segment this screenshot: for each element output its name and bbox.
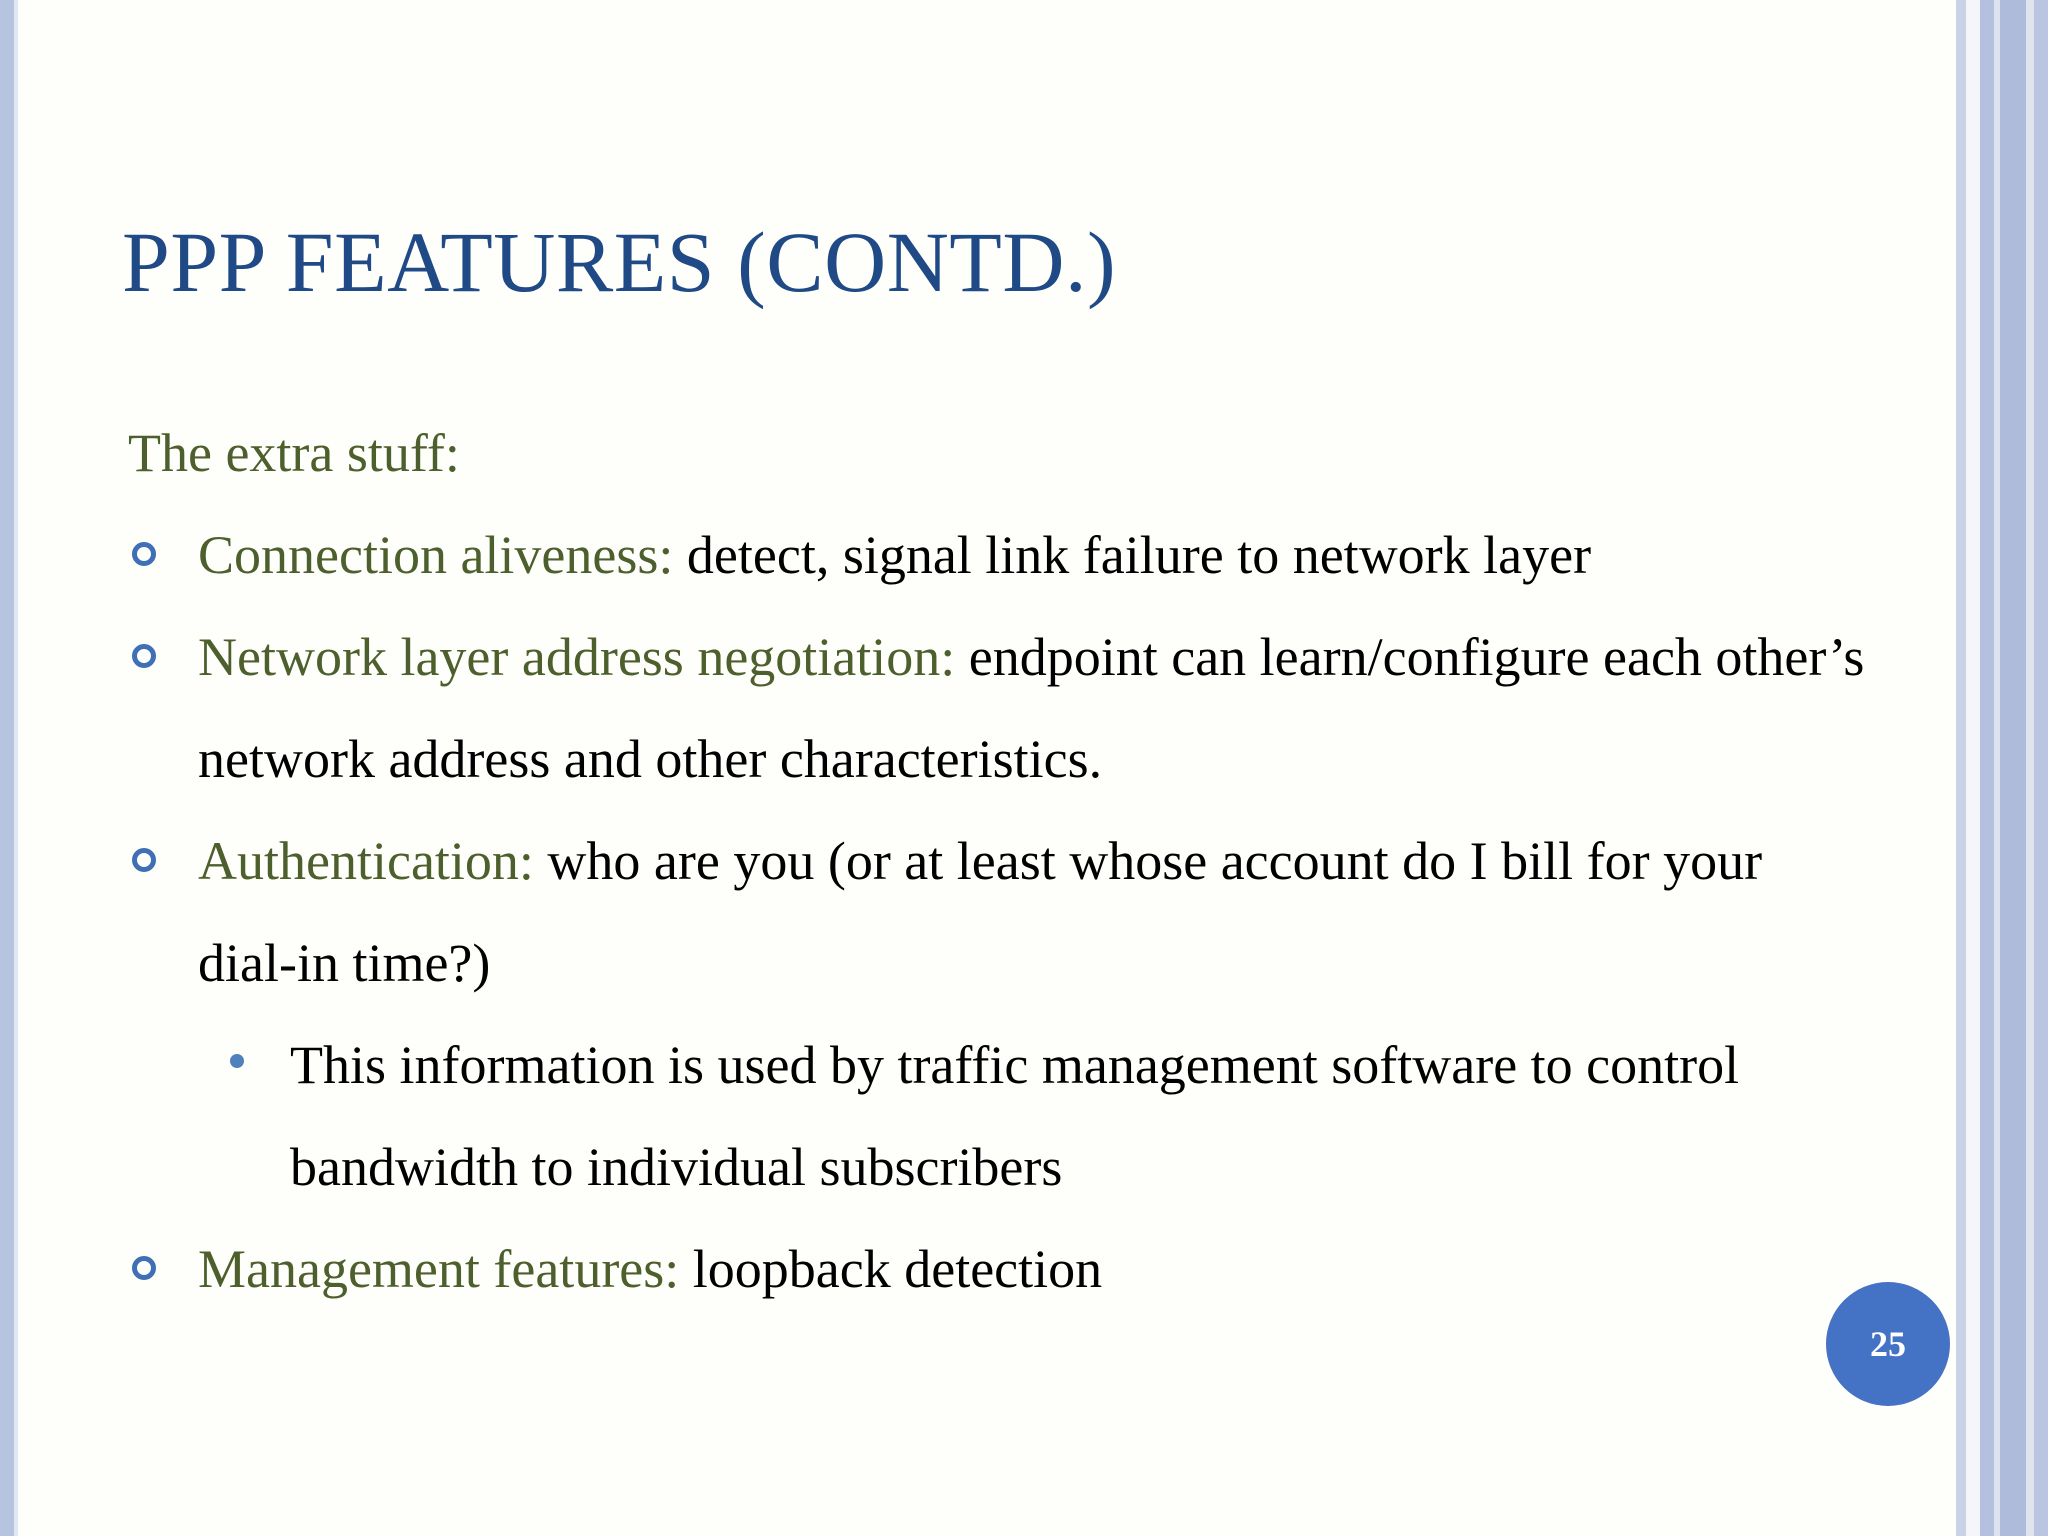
bullet-item-management-features [128,1218,1868,1320]
ring-bullet-icon [132,542,156,566]
right-decorative-stripe [1980,0,1994,1536]
bullet-text: loopback detection [679,1239,1103,1299]
right-decorative-stripe [1956,0,1966,1536]
ring-bullet-icon [132,1256,156,1280]
bullet-item-address-negotiation [128,606,1868,810]
bullet-label: Network layer address negotiation: [198,627,956,687]
left-decorative-bar-highlight [14,0,18,1536]
bullet-item-authentication [128,810,1868,1014]
left-decorative-bar [0,0,14,1536]
dot-bullet-icon [230,1054,244,1068]
right-decorative-stripe [2026,0,2034,1536]
slide-title: PPP FEATURES (CONTD.) [122,214,1117,310]
page-number-badge: 25 [1826,1282,1950,1406]
right-decorative-stripe [2034,0,2048,1536]
bullet-item-connection-aliveness [128,504,1868,606]
intro-text: The extra stuff: [128,423,460,483]
ring-bullet-icon [132,644,156,668]
bullet-text: who are you (or at least whose account do I bill for your dial-in time?) [198,831,1763,993]
bullet-label: Management features: [198,1239,680,1299]
sub-bullet-item-traffic-management [128,1014,1868,1218]
bullet-label: Authentication: [198,831,534,891]
bullet-text: detect, signal link failure to network layer [673,525,1592,585]
bullet-text: endpoint can learn/configure each other’s network address and other characteristics. [198,627,1865,789]
bullet-label: Connection aliveness: [198,525,674,585]
right-decorative-stripe [1966,0,1980,1536]
ring-bullet-icon [132,848,156,872]
sub-bullet-text: This information is used by traffic management software to control bandwidth to individual subscribers [290,1035,1740,1197]
slide-body [128,402,1868,1320]
right-decorative-stripe [2000,0,2026,1536]
